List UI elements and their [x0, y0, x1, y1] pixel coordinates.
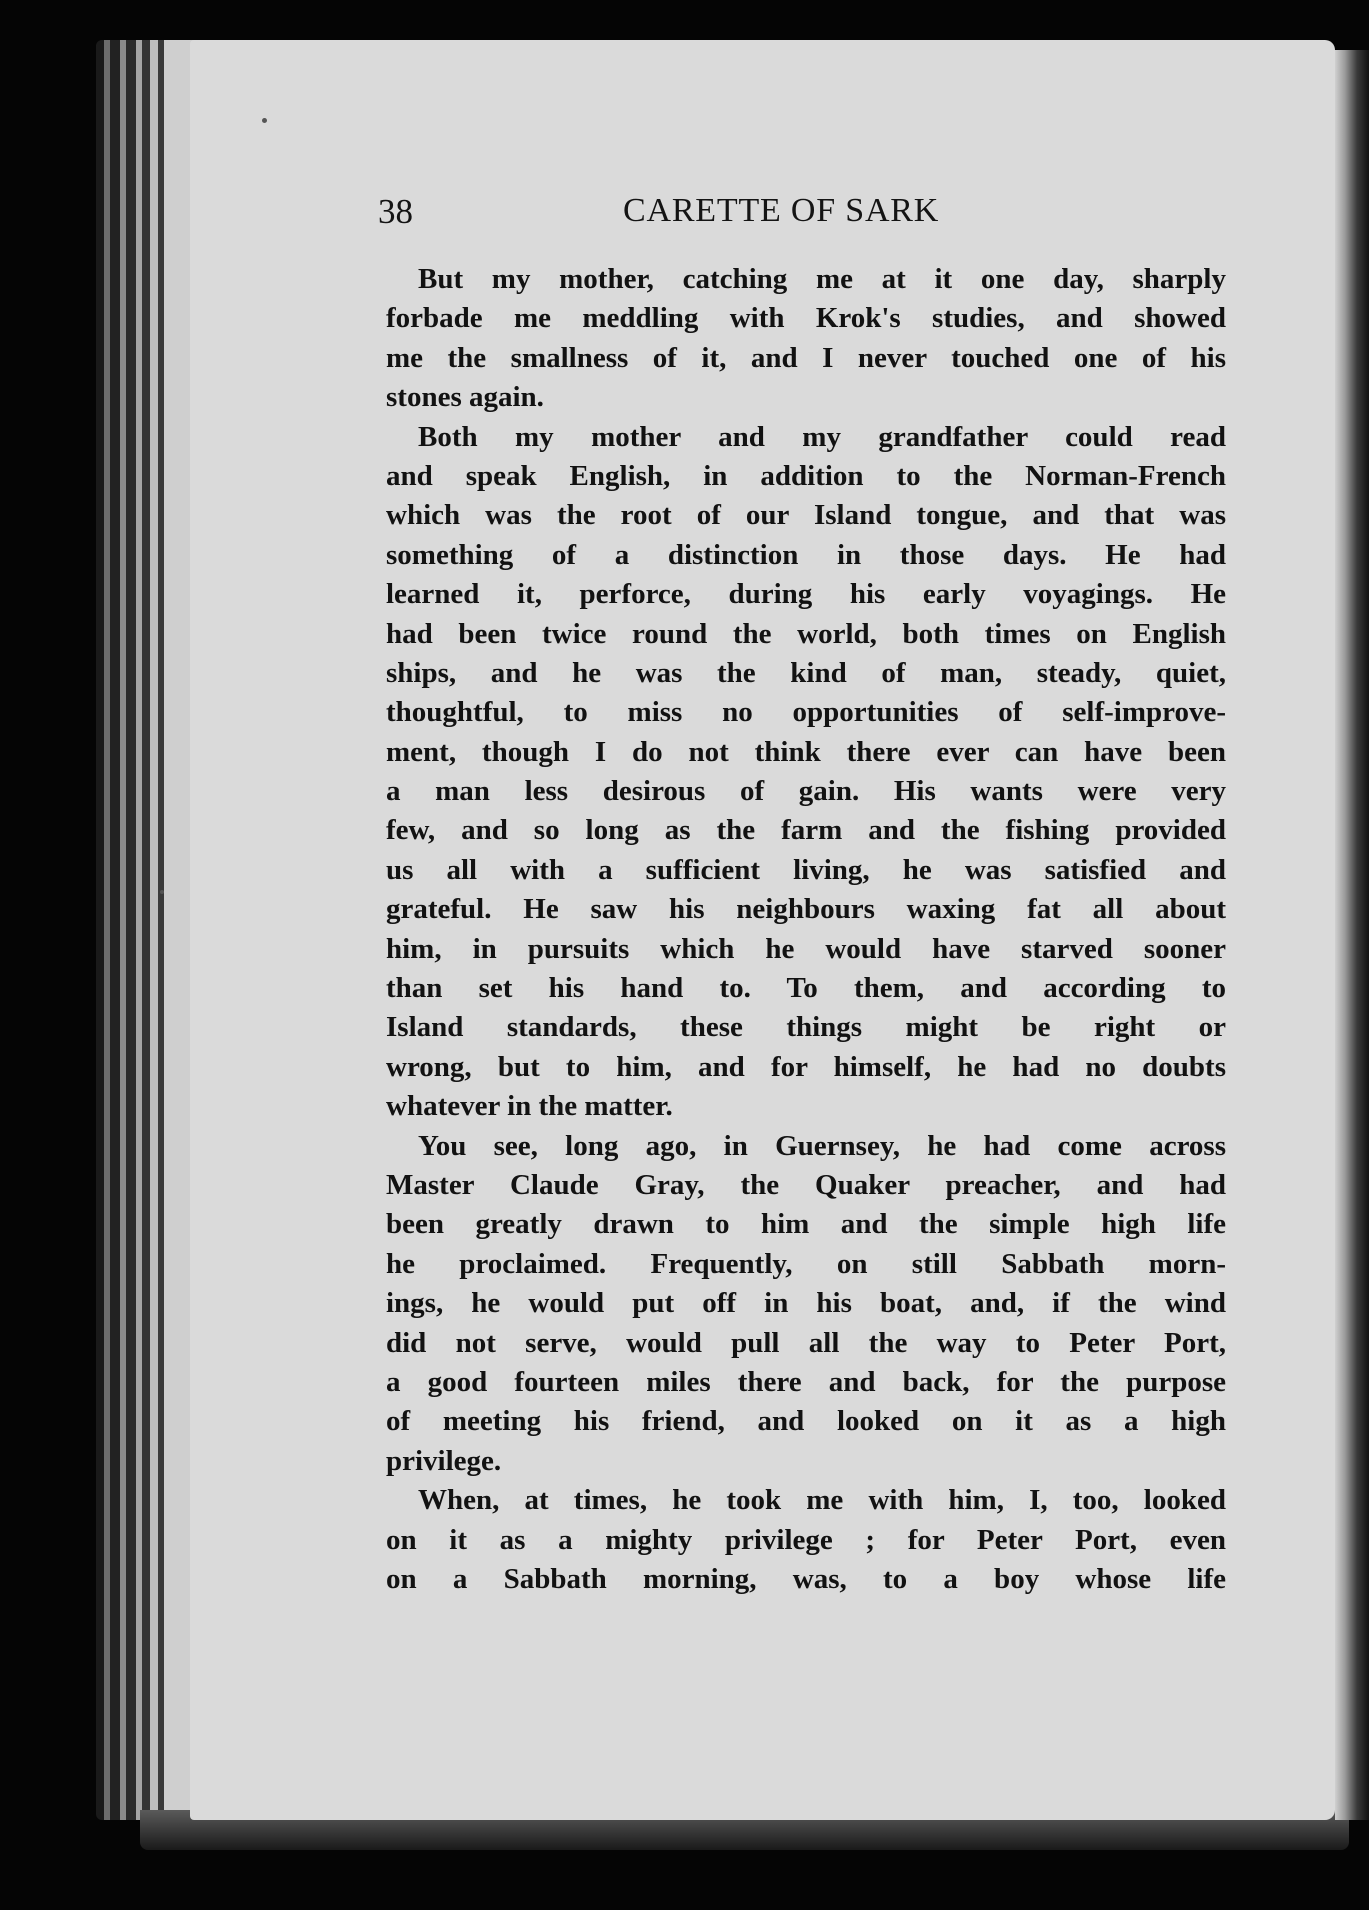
book-page-edges: [96, 40, 196, 1820]
text-line: and speak English, in addition to the Norman-French: [386, 459, 1226, 492]
text-line: privilege.: [386, 1444, 502, 1477]
text-line: Both my mother and my grandfather could read: [418, 420, 1226, 453]
text-line: Island standards, these things might be right or: [386, 1011, 1226, 1044]
text-line: stones again.: [386, 381, 544, 414]
text-line: on it as a mighty privilege ; for Peter Port, even: [386, 1523, 1226, 1556]
paragraph: [386, 1481, 1226, 1599]
text-line: learned it, perforce, during his early voyagings. He: [386, 578, 1226, 611]
running-title: CARETTE OF SARK: [623, 192, 940, 229]
paragraph: [386, 1127, 1226, 1482]
text-line: a good fourteen miles there and back, for the purpose: [386, 1365, 1226, 1398]
text-line: than set his hand to. To them, and according to: [386, 972, 1226, 1005]
text-line: been greatly drawn to him and the simple high life: [386, 1208, 1226, 1241]
text-line: ships, and he was the kind of man, steady, quiet,: [386, 656, 1226, 689]
text-line: him, in pursuits which he would have starved sooner: [386, 932, 1226, 965]
dust-speck: [160, 890, 164, 894]
text-line: us all with a sufficient living, he was satisfied and: [386, 853, 1226, 886]
text-line: forbade me meddling with Krok's studies, and showed: [386, 302, 1226, 335]
page-header: [378, 192, 1008, 232]
text-line: thoughtful, to miss no opportunities of self-improve-: [386, 696, 1226, 729]
text-line: You see, long ago, in Guernsey, he had come across: [418, 1129, 1226, 1162]
text-line: whatever in the matter.: [386, 1090, 673, 1123]
text-line: ment, though I do not think there ever can have been: [386, 735, 1226, 768]
text-line: on a Sabbath morning, was, to a boy whose life: [386, 1562, 1226, 1595]
paragraph: [386, 260, 1226, 418]
text-line: grateful. He saw his neighbours waxing fat all about: [386, 893, 1226, 926]
text-line: Master Claude Gray, the Quaker preacher, and had: [386, 1168, 1226, 1201]
text-line: ings, he would put off in his boat, and, if the wind: [386, 1287, 1226, 1320]
text-line: wrong, but to him, and for himself, he had no doubts: [386, 1050, 1226, 1083]
text-line: had been twice round the world, both times on English: [386, 617, 1226, 650]
text-line: of meeting his friend, and looked on it as a high: [386, 1405, 1226, 1438]
book-right-edge: [1335, 50, 1369, 1820]
text-line: When, at times, he took me with him, I, too, looked: [418, 1484, 1226, 1517]
text-line: a man less desirous of gain. His wants were very: [386, 775, 1226, 808]
text-line: me the smallness of it, and I never touched one of his: [386, 341, 1226, 374]
text-line: did not serve, would pull all the way to Peter Port,: [386, 1326, 1226, 1359]
page-number: 38: [378, 192, 413, 231]
text-line: something of a distinction in those days. He had: [386, 538, 1226, 571]
text-line: But my mother, catching me at it one day, sharply: [418, 263, 1226, 295]
text-line: he proclaimed. Frequently, on still Sabbath morn-: [386, 1247, 1226, 1280]
paragraph: [386, 418, 1226, 1127]
text-line: which was the root of our Island tongue, and that was: [386, 499, 1226, 532]
body-text: [386, 260, 1226, 1599]
text-line: few, and so long as the farm and the fishing provided: [386, 814, 1226, 847]
dust-speck: [262, 118, 267, 123]
